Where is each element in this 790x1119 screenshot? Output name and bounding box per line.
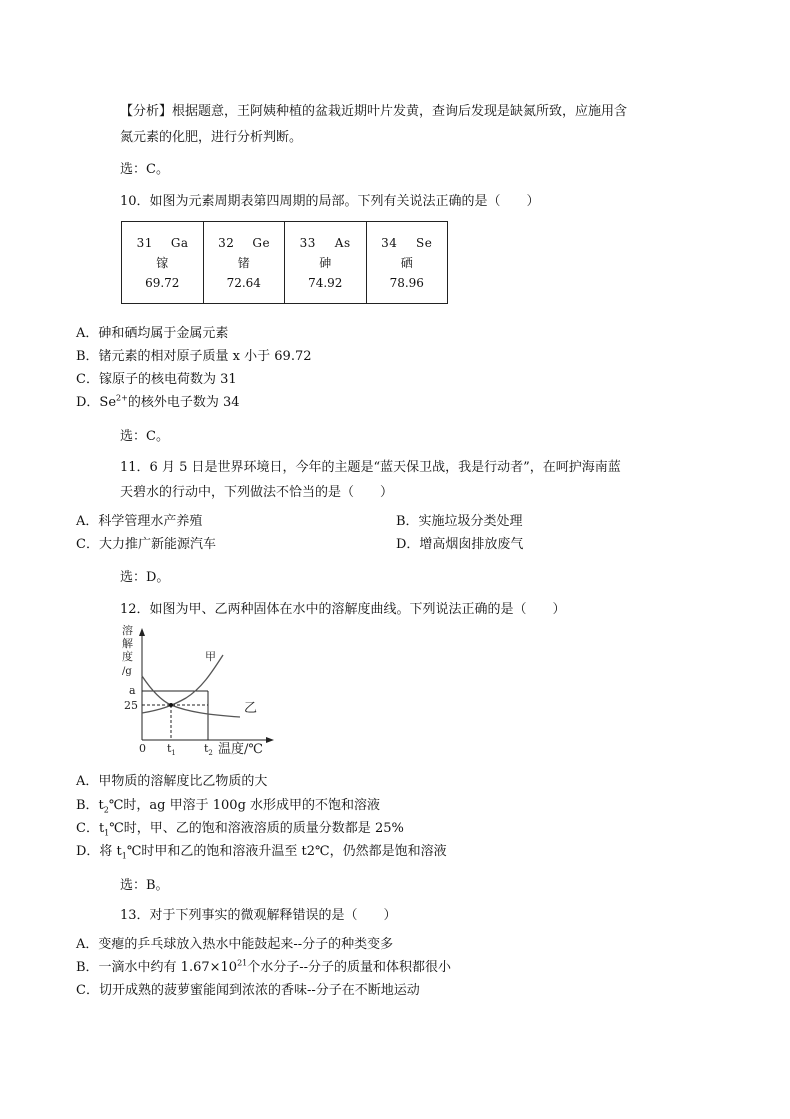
series-jia-curve xyxy=(142,655,223,713)
q10-option-a: A．砷和硒均属于金属元素 xyxy=(76,326,229,341)
q11-option-a: A．科学管理水产养殖 xyxy=(76,514,203,529)
text-span: 的核外电子数为 34 xyxy=(127,395,240,410)
element-name: 锗 xyxy=(237,255,250,270)
answer-9: 选：C。 xyxy=(120,162,169,177)
text-span: B．一滴水中约有 1.67×10 xyxy=(76,960,238,975)
ytick-a: a xyxy=(129,684,136,697)
q12-option-a: A．甲物质的溶解度比乙物质的大 xyxy=(76,774,268,789)
ylabel-char-2: 解 xyxy=(122,637,133,650)
analysis-line-2: 氮元素的化肥，进行分析判断。 xyxy=(120,130,303,145)
element-cell-as xyxy=(285,222,367,304)
element-cell-ge xyxy=(203,222,285,304)
series-label-jia: 甲 xyxy=(205,650,216,663)
text-span: ℃时，ag 甲溶于 100g 水形成甲的不饱和溶液 xyxy=(108,798,381,813)
q10-option-c: C．镓原子的核电荷数为 31 xyxy=(76,372,237,387)
q10-option-b: B．锗元素的相对原子质量 x 小于 69.72 xyxy=(76,349,312,364)
xtick-origin: 0 xyxy=(139,742,146,755)
intersection-point xyxy=(169,703,173,707)
subscript: 1 xyxy=(121,851,127,861)
q13-option-c: C．切开成熟的菠萝蜜能闻到浓浓的香味--分子在不断地运动 xyxy=(76,983,420,998)
text-span: D．将 t xyxy=(76,844,122,859)
element-mass: 72.64 xyxy=(226,275,261,290)
subscript: 2 xyxy=(103,805,109,815)
q10-answer: 选：C。 xyxy=(120,429,169,444)
xtick-t1: $t_1$ xyxy=(167,742,176,757)
y-axis-arrow xyxy=(139,628,145,636)
element-mass: 69.72 xyxy=(145,275,180,290)
element-symbol: Ga xyxy=(170,235,189,250)
q12-option-c xyxy=(76,820,404,838)
q11-stem-line-1: 11．6 月 5 日是世界环境日，今年的主题是“蓝天保卫战，我是行动者”，在呵护海南蓝 xyxy=(120,460,621,475)
ytick-25: 25 xyxy=(124,699,138,712)
analysis-line-1: 【分析】根据题意，王阿姨种植的盆栽近期叶片发黄，查询后发现是缺氮所致，应施用含 xyxy=(120,104,628,119)
q11-answer: 选：D。 xyxy=(120,570,170,585)
element-name: 砷 xyxy=(319,255,332,270)
q10-stem: 10．如图为元素周期表第四周期的局部。下列有关说法正确的是（ ） xyxy=(120,194,540,209)
q12-answer: 选：B。 xyxy=(120,878,169,893)
text-span: D．Se xyxy=(76,395,117,410)
q13-option-a: A．变瘪的乒乓球放入热水中能鼓起来--分子的种类变多 xyxy=(76,937,394,952)
subscript: 1 xyxy=(104,828,110,838)
solubility-chart xyxy=(120,622,280,758)
ylabel-unit: /g xyxy=(122,666,132,677)
element-name: 硒 xyxy=(400,255,413,270)
element-cell-se xyxy=(366,222,448,304)
q11-stem-line-2: 天碧水的行动中，下列做法不恰当的是（ ） xyxy=(120,485,394,500)
x-axis-arrow xyxy=(266,737,274,743)
q10-option-d xyxy=(76,394,240,412)
element-name: 镓 xyxy=(156,255,169,270)
text-span: C．t xyxy=(76,821,105,836)
q11-option-d: D．增高烟囱排放废气 xyxy=(396,537,524,552)
element-symbol: As xyxy=(334,235,351,250)
element-symbol: Se xyxy=(416,235,433,250)
q13-stem: 13．对于下列事实的微观解释错误的是（ ） xyxy=(120,908,397,923)
element-mass: 74.92 xyxy=(308,275,343,290)
q12-option-d xyxy=(76,843,447,861)
q12-stem: 12．如图为甲、乙两种固体在水中的溶解度曲线。下列说法正确的是（ ） xyxy=(120,602,566,617)
q13-option-b xyxy=(76,959,451,977)
superscript: 2+ xyxy=(116,393,128,403)
element-cell-ga xyxy=(122,222,204,304)
q12-option-b xyxy=(76,797,380,815)
text-span: ℃时甲和乙的饱和溶液升温至 t2℃，仍然都是饱和溶液 xyxy=(126,844,447,859)
element-symbol: Ge xyxy=(252,235,271,250)
q11-option-c: C．大力推广新能源汽车 xyxy=(76,537,216,552)
periodic-table-excerpt xyxy=(121,221,448,304)
series-yi-curve xyxy=(142,676,240,717)
element-number: 34 xyxy=(381,235,398,250)
superscript: 21 xyxy=(237,958,248,968)
xlabel: 温度/℃ xyxy=(218,742,263,757)
text-span: ℃时，甲、乙的饱和溶液溶质的质量分数都是 25% xyxy=(109,821,404,836)
text-span: 个水分子--分子的质量和体积都很小 xyxy=(247,960,452,975)
element-mass: 78.96 xyxy=(389,275,424,290)
element-number: 33 xyxy=(299,235,316,250)
q11-option-b: B．实施垃圾分类处理 xyxy=(396,514,523,529)
ylabel-char-1: 溶 xyxy=(122,624,133,637)
element-number: 32 xyxy=(218,235,235,250)
element-number: 31 xyxy=(136,235,153,250)
xtick-t2: $t_2$ xyxy=(204,742,213,757)
text-span: B．t xyxy=(76,798,104,813)
ylabel-char-3: 度 xyxy=(122,650,133,663)
series-label-yi: 乙 xyxy=(244,701,258,716)
